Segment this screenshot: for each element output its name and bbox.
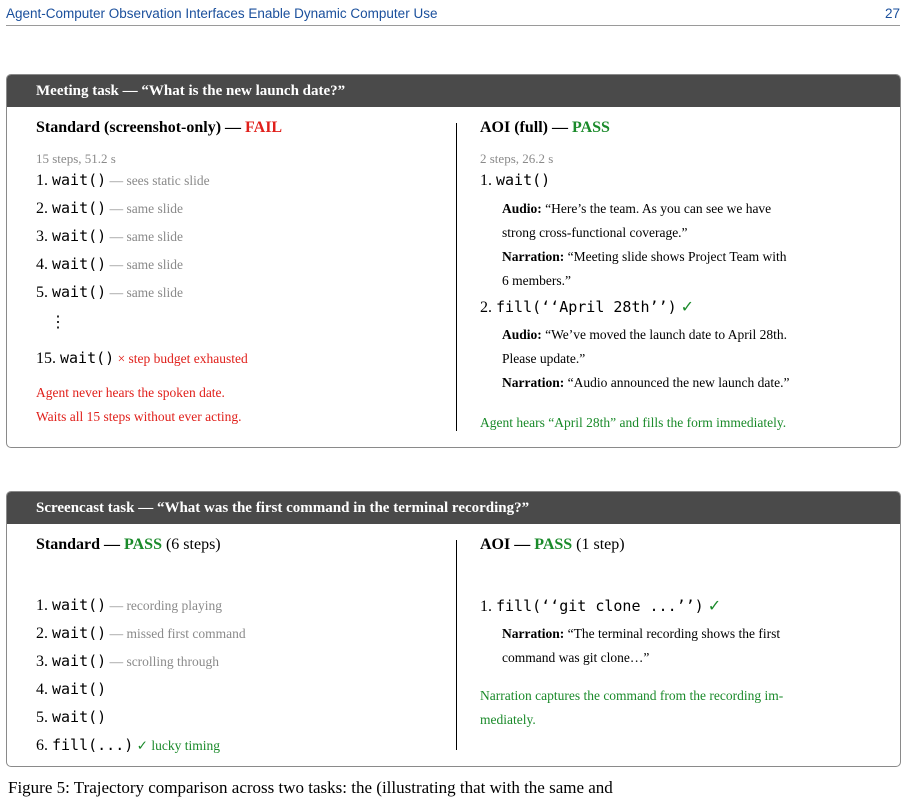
meeting-aoi-heading: AOI (full) — PASS: [480, 119, 610, 136]
figure-caption: Figure 5: Trajectory comparison across two tasks: the (illustrating that with the same and: [8, 778, 613, 797]
column-divider: [456, 123, 457, 431]
step-row: 6. fill(...) ✓ lucky timing: [36, 736, 220, 754]
meeting-task-box: [6, 74, 901, 448]
screencast-aoi-summary-line: mediately.: [480, 712, 536, 727]
step-row: 3. wait() — same slide: [36, 227, 184, 245]
pass-label: PASS: [124, 536, 162, 553]
step-row: 2. fill(‘‘April 28th’’) ✓: [480, 298, 695, 316]
step-row: 1. wait() — sees static slide: [36, 171, 210, 189]
narration-line: 6 members.”: [502, 273, 571, 288]
check-icon: ✓: [703, 598, 722, 615]
pass-label: PASS: [534, 536, 573, 553]
step-row: 3. wait() — scrolling through: [36, 652, 220, 670]
fail-label: FAIL: [245, 119, 283, 136]
meeting-aoi-meta: 2 steps, 26.2 s: [480, 151, 554, 166]
screencast-task-box: [6, 491, 901, 767]
step-row: 4. wait() — same slide: [36, 255, 184, 273]
step-row: 1. wait() — recording playing: [36, 596, 223, 614]
step-row: 4. wait(): [36, 680, 107, 698]
step-row: 2. wait() — same slide: [36, 199, 184, 217]
meeting-task-title: Meeting task — “What is the new launch date?”: [7, 75, 900, 107]
meeting-standard-summary-line: Waits all 15 steps without ever acting.: [36, 409, 242, 424]
narration-line: Narration: “Meeting slide shows Project Team with: [502, 249, 787, 264]
audio-line: Please update.”: [502, 351, 586, 366]
step-row: 15. wait() × step budget exhausted: [36, 349, 248, 367]
audio-line: Audio: “Here’s the team. As you can see we have: [502, 201, 772, 216]
screencast-task-title: Screencast task — “What was the first command in the terminal recording?”: [7, 492, 900, 524]
narration-line: command was git clone…”: [502, 650, 650, 665]
running-title: Agent-Computer Observation Interfaces Enable Dynamic Computer Use: [6, 6, 438, 21]
screencast-standard-heading: Standard — PASS (6 steps): [36, 536, 221, 553]
step-row: 5. wait(): [36, 708, 107, 726]
meeting-standard-column: [36, 107, 446, 447]
check-icon: ✓: [676, 299, 695, 316]
narration-line: Narration: “Audio announced the new launch date.”: [502, 375, 790, 390]
step-row: 2. wait() — missed first command: [36, 624, 246, 642]
screencast-aoi-heading: AOI — PASS (1 step): [480, 536, 625, 553]
narration-line: Narration: “The terminal recording shows the first: [502, 626, 781, 641]
meeting-standard-meta: 15 steps, 51.2 s: [36, 151, 116, 166]
screencast-aoi-summary-line: Narration captures the command from the recording im-: [480, 688, 784, 703]
header-rule: [6, 25, 900, 26]
page-number: 27: [884, 6, 900, 21]
pass-label: PASS: [572, 119, 610, 136]
column-divider: [456, 540, 457, 750]
step-row: 1. wait(): [480, 171, 551, 189]
meeting-standard-heading: Standard (screenshot-only) — FAIL: [36, 119, 283, 136]
running-header: [6, 6, 900, 21]
step-row: 5. wait() — same slide: [36, 283, 184, 301]
ellipsis-vertical: ⋮: [50, 314, 66, 331]
screencast-aoi-column: [480, 524, 890, 766]
meeting-standard-summary-line: Agent never hears the spoken date.: [36, 385, 225, 400]
audio-line: strong cross-functional coverage.”: [502, 225, 688, 240]
meeting-aoi-summary: Agent hears “April 28th” and fills the form immediately.: [480, 415, 787, 430]
audio-line: Audio: “We’ve moved the launch date to April 28th.: [502, 327, 787, 342]
step-row: 1. fill(‘‘git clone ...’’) ✓: [480, 597, 722, 615]
screencast-standard-column: [36, 524, 446, 766]
meeting-aoi-column: [480, 107, 890, 447]
